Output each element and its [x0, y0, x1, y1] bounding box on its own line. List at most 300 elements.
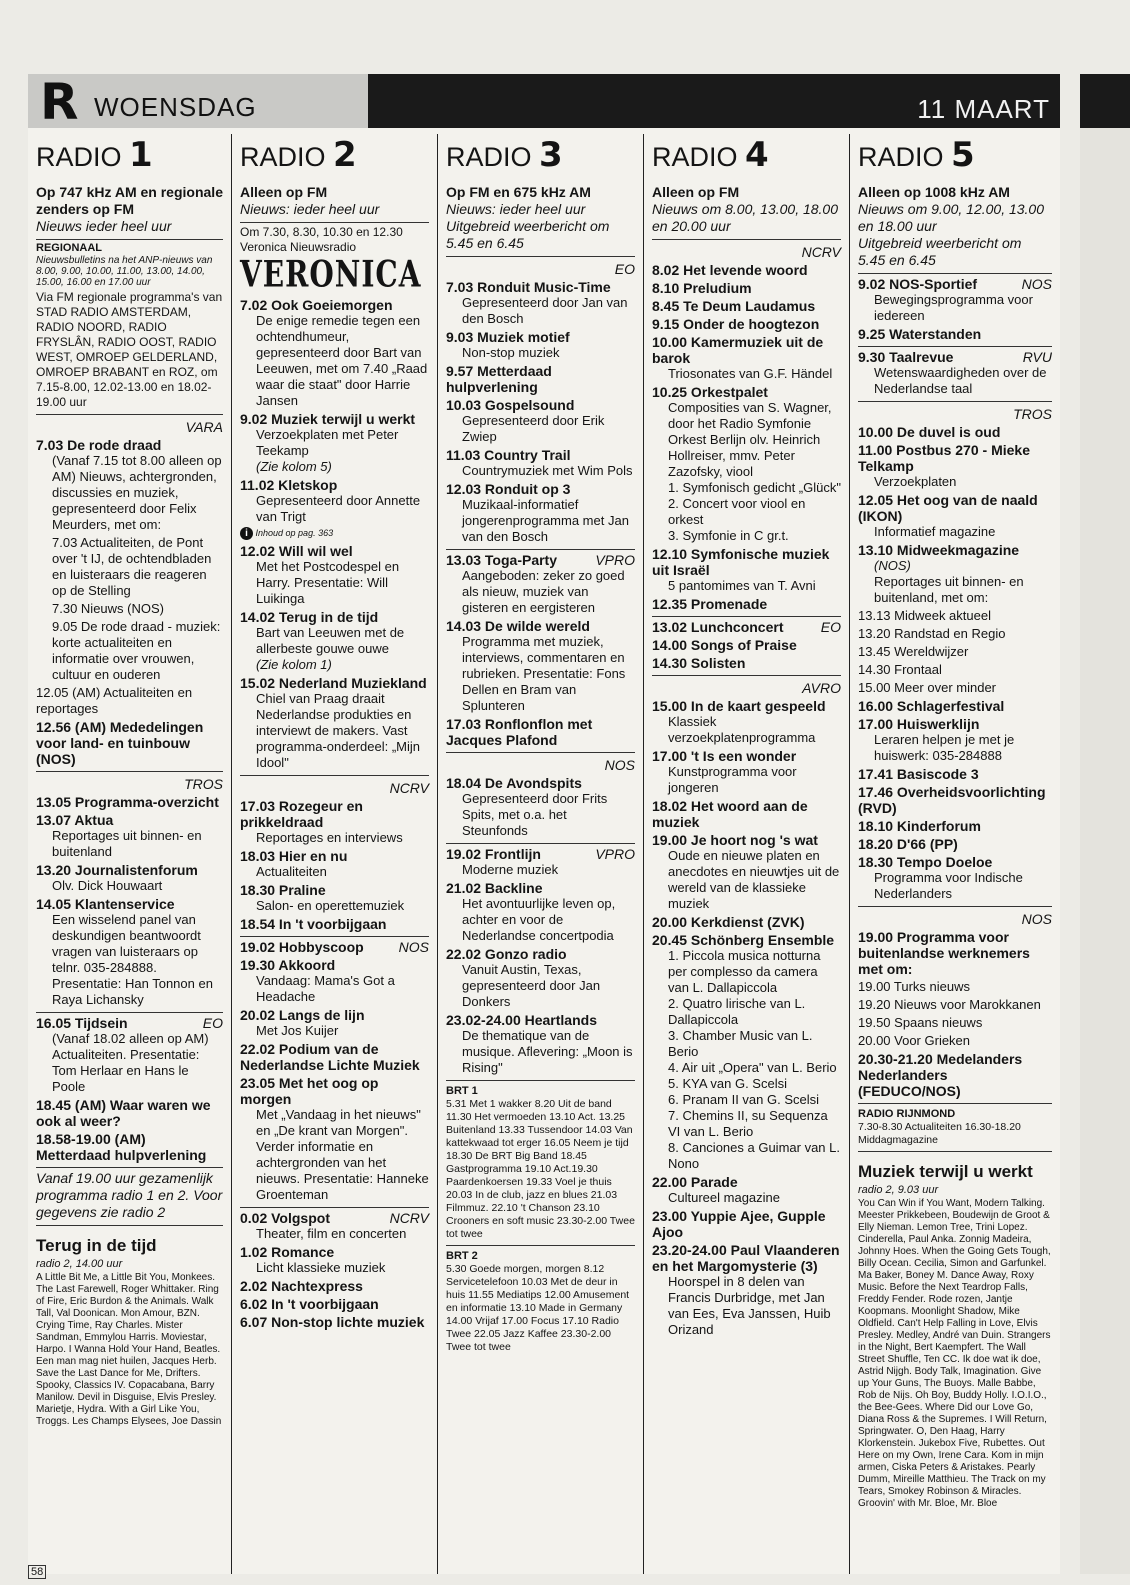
program-title: 18.04 De Avondspits [446, 775, 582, 791]
program-desc: Klassiek verzoekplatenprogramma [668, 714, 816, 745]
program-desc: Aangeboden: zeker zo goed als nieuw, muziek van gisteren en eergisteren [462, 568, 625, 615]
divider [240, 936, 429, 937]
program-title: 9.02 NOS-Sportief [858, 276, 978, 292]
program-title: 13.02 Lunchconcert [652, 619, 784, 635]
program-item [858, 836, 1052, 852]
divider [858, 273, 1052, 274]
program-item [858, 1051, 1052, 1099]
program-item [446, 880, 635, 944]
program-desc: Vandaag: Mama's Got a Headache [256, 973, 395, 1004]
program-item [652, 1242, 841, 1338]
program-item [858, 442, 1052, 490]
program-title: 23.20-24.00 Paul Vlaanderen en het Margomysterie (3) [652, 1242, 840, 1274]
program-part: 2. Concert voor viool en orkest [668, 496, 806, 527]
program-title: 7.03 De rode draad [36, 437, 162, 453]
program-item [858, 698, 1052, 714]
program-desc: De enige remedie tegen een ochtendhumeur, gepresenteerd door Bart van Leeuwen, met om 7.40 „Raad waar die staat" door Harrie Jansen [256, 313, 428, 408]
program-item [240, 1244, 429, 1276]
program-item [240, 477, 429, 541]
program-desc: Programma met muziek, interviews, commentaren en rubrieken. Presentatie: Fons Dellen en Bram van Splunteren [462, 634, 626, 713]
program-item [36, 1097, 223, 1129]
program-desc: Een wisselend panel van deskundigen beantwoordt vragen van luisteraars op telnr. 035-284888. Presentatie: Han Tonnon en Raya Lichansky [52, 912, 213, 1007]
program-item [240, 297, 429, 409]
broadcaster-label: RVU [1022, 349, 1052, 365]
program-item [858, 492, 1052, 540]
broadcaster-label: AVRO [802, 680, 841, 696]
program-title: 19.30 Akkoord [240, 957, 336, 973]
brt1-title: BRT 1 [446, 1085, 478, 1097]
program-item [446, 716, 635, 748]
program-subitem: 13.45 Wereldwijzer [858, 644, 969, 659]
divider [36, 239, 223, 240]
program-desc: Countrymuziek met Wim Pols [462, 463, 633, 478]
divider [36, 1225, 223, 1226]
program-item [446, 775, 635, 839]
veronica-logo: VERONICA [240, 252, 422, 296]
program-desc: Bart van Leeuwen met de allerbeste gouwe ouwe [256, 625, 405, 656]
program-item [652, 914, 841, 930]
program-subitem: 9.05 De rode draad - muziek: korte actualiteiten en informatie over vrouwen, cultuur en ouderen [52, 619, 221, 682]
program-title: 0.02 Volgspot [240, 1210, 330, 1226]
radio3-heading [446, 135, 635, 175]
program-title: 13.20 Journalistenforum [36, 862, 198, 878]
radio5-frequency: Alleen op 1008 kHz AM [858, 184, 1010, 200]
program-title: 13.10 Midweekmagazine [858, 542, 1020, 558]
program-item [858, 326, 1052, 342]
program-item [240, 1075, 429, 1203]
program-title: 11.02 Kletskop [240, 477, 338, 493]
program-item [652, 698, 841, 746]
program-item [240, 1041, 429, 1073]
program-desc: Triosonates van G.F. Händel [668, 366, 833, 381]
program-item [240, 957, 429, 1005]
radio4-column [644, 134, 850, 1574]
playlist-box-text: You Can Win if You Want, Modern Talking. Meester Prikkebeen, Boudewijn de Groot & Elly Nieman. Lemon Tree, Trini Lopez. Cinderella, Paul Anka. Zonnig Madeira, Johnny Hoes. When the Going Gets Tough, Billy Ocean. Cecilia, Simon and Garfunkel. Ma Baker, Boney M. Dance Away, Roxy Music. Before the Next Teardrop Falls, Freddy Fender. Rode rozen, Jantje Koopmans. Moonlight Shadow, Mike Oldfield. Can't Help Falling in Love, Elvis Presley. Medley, André van Duin. Strangers in the Night, Bert Kaempfert. The Wall Street Shuffle, Ten CC. Ik doe wat ik doe, Astrid Nijgh. Body Talk, Imagination. Give up Your Guns, The Buoys. Malle Babbe, Rob de Nijs. Oh Boy, Buddy Holly. I.O.I.O., the Bee-Gees. Where Did our Love Go, Diana Ross & the Supremes. I Will Return, Springwater. O, Den Haag, Harry Klorkenstein. Jukebox Five, Rubettes. Out Here on my Own, Irene Cara. Kom in mijn armen, Ciska Peters & Aristakes. Pearly Dumm, Mireille Matthieu. The Track on my Tears, Smokey Robinson & Miracles. Groovin' with Mr. Bloe, Mr. Bloe [858, 1198, 1051, 1509]
program-title-row [446, 552, 635, 568]
program-title: 14.30 Solisten [652, 655, 746, 671]
page-ref-text: Inhoud op pag. 363 [255, 528, 334, 538]
joint-program-note: Vanaf 19.00 uur gezamenlijk programma radio 1 en 2. Voor gegevens zie radio 2 [36, 1170, 223, 1220]
program-item [240, 411, 429, 475]
program-title: 17.03 Rozegeur en prikkeldraad [240, 798, 363, 830]
divider [858, 1151, 1052, 1152]
program-title: 6.02 In 't voorbijgaan [240, 1296, 379, 1312]
program-title: 10.25 Orkestpalet [652, 384, 768, 400]
program-desc: Non-stop muziek [462, 345, 560, 360]
radio-number: 2 [333, 135, 357, 175]
program-title: 14.03 De wilde wereld [446, 618, 590, 634]
program-desc: Gepresenteerd door Frits Spits, met o.a. het Steunfonds [462, 791, 608, 838]
program-title: 18.58-19.00 (AM) Metterdaad hulpverlening [36, 1131, 207, 1163]
radio-label: RADIO [240, 142, 326, 172]
program-item [652, 637, 841, 653]
program-part: 4. Air uit „Opera" van L. Berio [668, 1060, 837, 1075]
radio3-frequency: Op FM en 675 kHz AM [446, 184, 591, 200]
brt1-schedule: 5.31 Met 1 wakker 8.20 Uit de band 11.30 Het vermoeden 13.10 Act. 13.25 Buitenland 13.33 Tussendoor 14.03 Van kattekwaad tot erger 16.05 Neem je tijd 18.30 De BRT Big Band 18.45 Gastprogramma 19.10 Act.19.30 Paardenkoersen 19.33 Voel je thuis 20.03 In de club, jazz en blues 21.03 Filmmuz. 22.10 't Chanson 23.10 Crooners en soft music 23.30-2.00 Twee tot twee [446, 1098, 635, 1240]
program-title: 18.45 (AM) Waar waren we ook al weer? [36, 1097, 211, 1129]
program-desc: Bewegingsprogramma voor iedereen [874, 292, 1033, 323]
radio2-news: Nieuws: ieder heel uur [240, 201, 380, 217]
program-desc: Gepresenteerd door Erik Zwiep [462, 413, 605, 444]
playlist-box-text: A Little Bit Me, a Little Bit You, Monkees. The Last Farewell, Roger Whittaker. Ring of Fire, Eric Burdon & the Animals. Walk Tall, Val Doonican. Mon Amour, BZN. Crying Time, Ray Charles. Mister Sandman, Emmylou Harris. Moviestar, Harpo. I Wanna Hold Your Hand, Beatles. Een man mag niet huilen, Jacques Herb. Save the Last Dance for Me, Drifters. Spooky, Classics IV. Copacabana, Barry Manilow. Devil in Disguise, Elvis Presley. Marietje, Hydra. With a Girl Like You, Troggs. Les Champs Elysees, Joe Dassin [36, 1272, 222, 1427]
program-title: 18.30 Praline [240, 882, 326, 898]
divider [858, 906, 1052, 907]
program-desc: 5 pantomimes van T. Avni [668, 578, 816, 593]
program-title: 9.03 Muziek motief [446, 329, 570, 345]
radio-number: 5 [951, 135, 975, 175]
program-title: 9.15 Onder de hoogtezon [652, 316, 820, 332]
program-item [446, 481, 635, 545]
program-title: 10.03 Gospelsound [446, 397, 575, 413]
program-title: 19.02 Frontlijn [446, 846, 541, 862]
program-item [240, 1278, 429, 1294]
program-title: 9.30 Taalrevue [858, 349, 954, 365]
program-title: 9.02 Muziek terwijl u werkt [240, 411, 416, 427]
program-subitem: 15.00 Meer over minder [858, 680, 997, 695]
regional-title: REGIONAAL [36, 242, 102, 254]
program-item [652, 1208, 841, 1240]
divider [446, 549, 635, 550]
program-title: 17.41 Basiscode 3 [858, 766, 979, 782]
program-item [652, 932, 841, 1172]
program-item [652, 316, 841, 332]
program-desc: Verzoekplaten met Peter Teekamp [256, 427, 399, 458]
divider [858, 401, 1052, 402]
radio2-heading [240, 135, 429, 175]
rijnmond-schedule: 7.30-8.30 Actualiteiten 16.30-18.20 Middagmagazine [858, 1121, 1021, 1146]
section-letter: R [40, 73, 79, 131]
program-item [446, 946, 635, 1010]
program-note: (Zie kolom 5) [256, 459, 332, 474]
broadcaster-label: TROS [184, 776, 223, 792]
program-title: 19.02 Hobbyscoop [240, 939, 364, 955]
adjacent-page-header [1080, 74, 1130, 128]
program-item [652, 262, 841, 278]
program-desc: Informatief magazine [874, 524, 996, 539]
program-note: (NOS) [874, 558, 911, 573]
program-desc: Leraren helpen je met je huiswerk: 035-284888 [874, 732, 1015, 763]
radio2-column [232, 134, 438, 1574]
program-subitem: 19.20 Nieuws voor Marokkanen [858, 997, 1041, 1012]
program-title: 7.02 Ook Goeiemorgen [240, 297, 393, 313]
program-part: 8. Canciones a Guimar van L. Nono [668, 1140, 840, 1171]
divider [858, 1103, 1052, 1104]
program-title: 18.30 Tempo Doeloe [858, 854, 993, 870]
program-title-row [858, 349, 1052, 365]
program-desc: Vanuit Austin, Texas, gepresenteerd door Jan Donkers [462, 962, 601, 1009]
program-title: 9.25 Waterstanden [858, 326, 982, 342]
program-subitem: 14.30 Frontaal [858, 662, 942, 677]
program-part: 6. Pranam II van G. Scelsi [668, 1092, 820, 1107]
broadcaster-label: NOS [1021, 276, 1052, 292]
program-title: 2.02 Nachtexpress [240, 1278, 363, 1294]
playlist-box-title: Terug in de tijd [36, 1236, 157, 1255]
program-item [858, 784, 1052, 816]
program-desc: Wetenswaardigheden over de Nederlandse taal [874, 365, 1047, 396]
program-desc: Het avontuurlijke leven op, achter en voor de Nederlandse concertpodia [462, 896, 616, 943]
program-item [446, 1012, 635, 1076]
program-title: 12.05 Het oog van de naald (IKON) [858, 492, 1038, 524]
program-title: 18.02 Het woord aan de muziek [652, 798, 808, 830]
program-item [652, 832, 841, 912]
program-item [240, 1007, 429, 1039]
broadcaster-label: EO [820, 619, 841, 635]
program-desc: Cultureel magazine [668, 1190, 781, 1205]
program-title: 13.03 Toga-Party [446, 552, 558, 568]
broadcaster-label: NCRV [389, 1210, 429, 1226]
divider [652, 616, 841, 617]
program-desc: Actualiteiten [256, 864, 327, 879]
program-title: 8.45 Te Deum Laudamus [652, 298, 816, 314]
program-title: 13.07 Aktua [36, 812, 114, 828]
radio1-heading [36, 135, 223, 175]
program-desc: Hoorspel in 8 delen van Francis Durbridge, met Jan van Ees, Eva Janssen, Huib Orizand [668, 1274, 831, 1337]
program-title: 11.03 Country Trail [446, 447, 571, 463]
program-item [240, 939, 429, 955]
program-title: 12.10 Symfonische muziek uit Israël [652, 546, 830, 578]
divider [652, 675, 841, 676]
radio-label: RADIO [652, 142, 738, 172]
program-item [446, 363, 635, 395]
program-desc: Gepresenteerd door Jan van den Bosch [462, 295, 628, 326]
divider [240, 222, 429, 223]
broadcaster-label: VARA [185, 419, 223, 435]
program-item [240, 675, 429, 771]
radio2-frequency: Alleen op FM [240, 184, 328, 200]
divider [240, 775, 429, 776]
program-title: 19.00 Programma voor buitenlandse werknemers met om: [858, 929, 1030, 977]
radio1-frequency: Op 747 kHz AM en regionale zenders op FM [36, 184, 223, 217]
program-part: 5. KYA van G. Scelsi [668, 1076, 787, 1091]
program-desc: Salon- en operettemuziek [256, 898, 405, 913]
program-subitem: 12.05 (AM) Actualiteiten en reportages [36, 685, 193, 716]
program-title: 7.03 Ronduit Music-Time [446, 279, 611, 295]
radio3-news: Nieuws: ieder heel uur [446, 201, 586, 217]
program-title: 20.02 Langs de lijn [240, 1007, 365, 1023]
broadcaster-label: NCRV [801, 244, 841, 260]
program-title: 23.05 Met het oog op morgen [240, 1075, 379, 1107]
program-item [652, 298, 841, 314]
program-title: 22.02 Podium van de Nederlandse Lichte Muziek [240, 1041, 420, 1073]
radio-number: 1 [129, 135, 153, 175]
program-title: 12.56 (AM) Mededelingen voor land- en tuinbouw (NOS) [36, 719, 204, 767]
program-item [240, 798, 429, 846]
program-desc: Reportages uit binnen- en buitenland [52, 828, 202, 859]
broadcaster-label: NOS [1021, 911, 1052, 927]
program-item [240, 1314, 429, 1330]
program-desc: De thematique van de musique. Aflevering: „Moon is Rising" [462, 1028, 633, 1075]
program-item [446, 618, 635, 714]
program-title: 20.30-21.20 Medelanders Nederlanders (FEDUCO/NOS) [858, 1051, 1023, 1099]
program-title-row [36, 1015, 223, 1031]
program-item [858, 818, 1052, 834]
radio-number: 3 [539, 135, 563, 175]
program-item [858, 349, 1052, 397]
program-item [858, 766, 1052, 782]
brt2-schedule: 5.30 Goede morgen, morgen 8.12 Servicetelefoon 10.03 Met de deur in huis 11.55 Mediatips 12.00 Amusement en informatie 13.10 Made in Germany 14.00 Vrijaf 17.00 Focus 17.10 Radio Twee 22.05 Jazz Kaffee 23.30-2.00 Twee tot twee [446, 1263, 630, 1353]
divider [858, 346, 1052, 347]
program-title: 18.03 Hier en nu [240, 848, 348, 864]
divider [36, 414, 223, 415]
program-item [446, 279, 635, 327]
program-title: 15.00 In de kaart gespeeld [652, 698, 826, 714]
broadcaster-label: NOS [604, 757, 635, 773]
program-title: 17.00 't Is een wonder [652, 748, 797, 764]
program-title: 16.00 Schlagerfestival [858, 698, 1005, 714]
program-subitem: 13.13 Midweek aktueel [858, 608, 991, 623]
program-item [652, 1174, 841, 1206]
program-title: 18.54 In 't voorbijgaan [240, 916, 387, 932]
divider [36, 771, 223, 772]
program-part: 7. Chemins II, su Sequenza VI van L. Berio [668, 1108, 828, 1139]
program-part: 1. Piccola musica notturna per complesso da camera van L. Dallapiccola [668, 948, 821, 995]
program-item [858, 424, 1052, 440]
program-title: 17.46 Overheidsvoorlichting (RVD) [858, 784, 1046, 816]
program-item [858, 854, 1052, 902]
radio1-column [28, 134, 232, 1574]
program-desc: Met „Vandaag in het nieuws" en „De krant van Morgen". Verder informatie en achtergronden van het nieuws. Presentatie: Hanneke Groenteman [256, 1107, 429, 1202]
program-part: 1. Symfonisch gedicht „Glück" [668, 480, 841, 495]
divider [446, 843, 635, 844]
program-item [858, 276, 1052, 324]
radio-number: 4 [745, 135, 769, 175]
program-title: 23.02-24.00 Heartlands [446, 1012, 597, 1028]
divider [652, 239, 841, 240]
program-title: 8.02 Het levende woord [652, 262, 808, 278]
program-title-row [240, 939, 429, 955]
program-item [652, 619, 841, 635]
program-title: 14.02 Terug in de tijd [240, 609, 379, 625]
program-item [36, 1015, 223, 1095]
program-item [36, 719, 223, 767]
info-icon: i [240, 527, 253, 540]
broadcaster-label: NOS [398, 939, 429, 955]
date-label: 11 MAART [917, 94, 1050, 124]
divider [240, 1207, 429, 1208]
program-title: 18.20 D'66 (PP) [858, 836, 958, 852]
radio2-news-times: Om 7.30, 8.30, 10.30 en 12.30 Veronica Nieuwsradio [240, 225, 403, 254]
program-desc: Licht klassieke muziek [256, 1260, 386, 1275]
radio5-column [850, 134, 1060, 1574]
divider [36, 1012, 223, 1013]
regional-body: Via FM regionale programma's van STAD RADIO AMSTERDAM, RADIO NOORD, RADIO FRYSLÂN, RADIO OOST, RADIO WEST, OMROEP GELDERLAND, OMROEP BRABANT en ROZ, om 7.15-8.00, 12.02-13.00 en 18.02-19.00 uur [36, 290, 223, 409]
program-item [858, 929, 1052, 977]
radio3-weather: Uitgebreid weerbericht om 5.45 en 6.45 [446, 218, 610, 251]
program-item [446, 447, 635, 479]
broadcaster-label: TROS [1013, 406, 1052, 422]
regional-text: Nieuwsbulletins na het ANP-nieuws van 8.00, 9.00, 10.00, 11.00, 13.00, 14.00, 15.00, 16.00 en 17.00 uur [36, 255, 213, 288]
radio-label: RADIO [858, 142, 944, 172]
radio4-news: Nieuws om 8.00, 13.00, 18.00 en 20.00 uur [652, 201, 839, 234]
page-banner [28, 73, 1060, 131]
program-subitem: 19.50 Spaans nieuws [858, 1015, 983, 1030]
radio1-news: Nieuws ieder heel uur [36, 218, 172, 234]
program-title: 20.45 Schönberg Ensemble [652, 932, 835, 948]
broadcaster-label: NCRV [389, 780, 429, 796]
program-note: (Zie kolom 1) [256, 657, 332, 672]
rijnmond-title: RADIO RIJNMOND [858, 1108, 956, 1120]
divider [36, 1167, 223, 1168]
program-item [240, 882, 429, 914]
divider [446, 1080, 635, 1081]
program-title: 10.00 Kamermuziek uit de barok [652, 334, 824, 366]
program-item [652, 748, 841, 796]
program-part: 3. Symfonie in C gr.t. [668, 528, 789, 543]
program-title: 21.02 Backline [446, 880, 543, 896]
radio3-column [438, 134, 644, 1574]
program-subitem: 7.03 Actualiteiten, de Pont over 't IJ, de ochtendbladen en luisteraars die reageren op de Stelling [52, 535, 212, 598]
program-subitem: 20.00 Voor Grieken [858, 1033, 971, 1048]
program-item [652, 798, 841, 830]
program-item [446, 552, 635, 616]
program-item [36, 794, 223, 810]
program-desc: Met het Postcodespel en Harry. Presentatie: Will Luikinga [256, 559, 400, 606]
program-title: 23.00 Yuppie Ajee, Gupple Ajoo [652, 1208, 826, 1240]
program-item [240, 1296, 429, 1312]
program-item [240, 543, 429, 607]
program-desc: Verzoekplaten [874, 474, 957, 489]
program-desc: Reportages en interviews [256, 830, 403, 845]
radio5-news: Nieuws om 9.00, 12.00, 13.00 en 18.00 uur [858, 201, 1045, 234]
program-title: 12.03 Ronduit op 3 [446, 481, 571, 497]
program-title: 22.02 Gonzo radio [446, 946, 567, 962]
program-item [240, 848, 429, 880]
program-title: 20.00 Kerkdienst (ZVK) [652, 914, 805, 930]
program-title: 15.02 Nederland Muziekland [240, 675, 427, 691]
program-title: 10.00 De duvel is oud [858, 424, 1001, 440]
brt2-title: BRT 2 [446, 1250, 478, 1262]
program-item [36, 812, 223, 860]
program-subitem: 19.00 Turks nieuws [858, 979, 971, 994]
program-item [858, 716, 1052, 764]
program-item [240, 609, 429, 673]
page-number: 58 [28, 1565, 46, 1579]
program-title-row [858, 276, 1052, 292]
adjacent-page-edge [1080, 74, 1130, 1574]
program-part: 3. Chamber Music van L. Berio [668, 1028, 813, 1059]
program-title: 17.00 Huiswerklijn [858, 716, 980, 732]
program-item [36, 862, 223, 894]
program-item [652, 546, 841, 594]
program-title: 8.10 Preludium [652, 280, 752, 296]
program-item [858, 542, 1052, 606]
program-title: 22.00 Parade [652, 1174, 738, 1190]
program-desc: Chiel van Praag draait Nederlandse produkties en interviewt de makers. Vast programma-onderdeel: „Mijn Idool" [256, 691, 421, 770]
radio4-heading [652, 135, 841, 175]
divider [446, 752, 635, 753]
program-title: 12.35 Promenade [652, 596, 768, 612]
program-item [446, 397, 635, 445]
program-desc: Programma voor Indische Nederlanders [874, 870, 1023, 901]
program-part: 2. Quatro lirische van L. Dallapiccola [668, 996, 806, 1027]
program-item [652, 596, 841, 612]
playlist-box-sub: radio 2, 9.03 uur [858, 1184, 939, 1196]
program-item [652, 384, 841, 544]
program-item [240, 1210, 429, 1242]
program-title: 12.02 Will wil wel [240, 543, 353, 559]
banner-right [368, 74, 1060, 128]
program-title-row [446, 846, 635, 862]
program-desc: Theater, film en concerten [256, 1226, 407, 1241]
tv-guide-page [28, 74, 1060, 1574]
program-title: 16.05 Tijdsein [36, 1015, 128, 1031]
program-item [446, 329, 635, 361]
radio5-heading [858, 135, 1052, 175]
program-title-row [652, 619, 841, 635]
program-item [240, 916, 429, 932]
divider [446, 1245, 635, 1246]
program-desc: Met Jos Kuijer [256, 1023, 339, 1038]
